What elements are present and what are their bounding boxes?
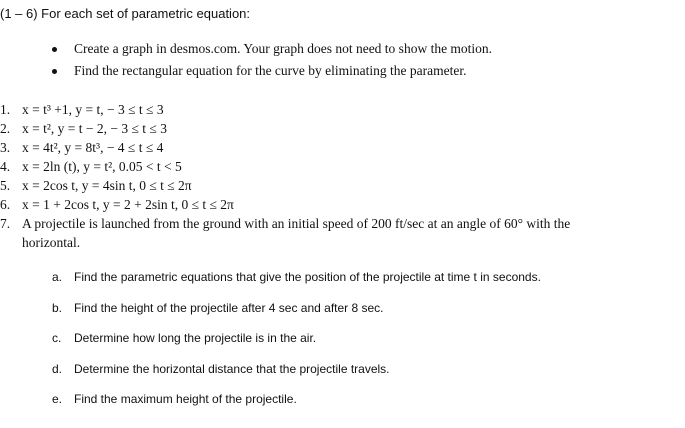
subquestion-text: Find the height of the projectile after 4 sec and after 8 sec. — [74, 300, 384, 315]
bullet-text: Create a graph in desmos.com. Your graph does not need to show the motion. — [74, 41, 493, 56]
subquestion-letter: d. — [52, 361, 63, 376]
subquestion-text: Find the parametric equations that give the position of the projectile at time t in seconds. — [74, 270, 541, 285]
problem-statement: A projectile is launched from the ground with an initial speed of 200 ft/sec at an angle of 60° with the — [22, 215, 571, 231]
subquestion-letter: b. — [52, 300, 63, 315]
subquestion-text: Determine how long the projectile is in the air. — [74, 331, 317, 346]
subquestion-item — [52, 262, 541, 293]
problem-number: 6. — [0, 196, 11, 212]
problem-number: 1. — [0, 101, 11, 117]
problem-item — [0, 100, 570, 119]
problem-equation: x = 1 + 2cos t, y = 2 + 2sin t, 0 ≤ t ≤ 2π — [22, 196, 234, 212]
subquestion-letter: c. — [52, 331, 62, 346]
problem-item — [0, 176, 570, 195]
problem-number: 5. — [0, 177, 11, 193]
problem-number: 4. — [0, 158, 11, 174]
subquestion-letter: a. — [52, 270, 63, 285]
subquestion-item — [52, 293, 541, 324]
problem-equation: x = 2cos t, y = 4sin t, 0 ≤ t ≤ 2π — [22, 177, 192, 193]
problem-list — [0, 100, 570, 233]
bullet-list — [52, 38, 492, 82]
subquestion-text: Determine the horizontal distance that the projectile travels. — [74, 361, 390, 376]
problem-item — [0, 214, 570, 233]
problem-item — [0, 195, 570, 214]
bullet-item — [52, 60, 492, 82]
problem-equation: x = 2ln (t), y = t², 0.05 < t < 5 — [22, 158, 182, 174]
subquestion-item — [52, 354, 541, 385]
problem-number: 2. — [0, 120, 11, 136]
subquestion-list — [52, 262, 541, 415]
instructions-heading: (1 – 6) For each set of parametric equation: — [0, 6, 251, 21]
bullet-icon — [52, 47, 57, 52]
bullet-text: Find the rectangular equation for the curve by eliminating the parameter. — [74, 63, 467, 78]
problem-equation: x = 4t², y = 8t³, − 4 ≤ t ≤ 4 — [22, 139, 164, 155]
problem-statement-continuation: horizontal. — [22, 235, 81, 250]
problem-equation: x = t³ +1, y = t, − 3 ≤ t ≤ 3 — [22, 101, 164, 117]
subquestion-text: Find the maximum height of the projectile. — [74, 392, 297, 407]
subquestion-item — [52, 323, 541, 354]
problem-item — [0, 119, 570, 138]
bullet-icon — [52, 69, 57, 74]
bullet-item — [52, 38, 492, 60]
problem-number: 3. — [0, 139, 11, 155]
problem-item — [0, 138, 570, 157]
problem-item — [0, 157, 570, 176]
subquestion-letter: e. — [52, 392, 63, 407]
subquestion-item — [52, 384, 541, 415]
problem-equation: x = t², y = t − 2, − 3 ≤ t ≤ 3 — [22, 120, 167, 136]
problem-number: 7. — [0, 215, 11, 231]
